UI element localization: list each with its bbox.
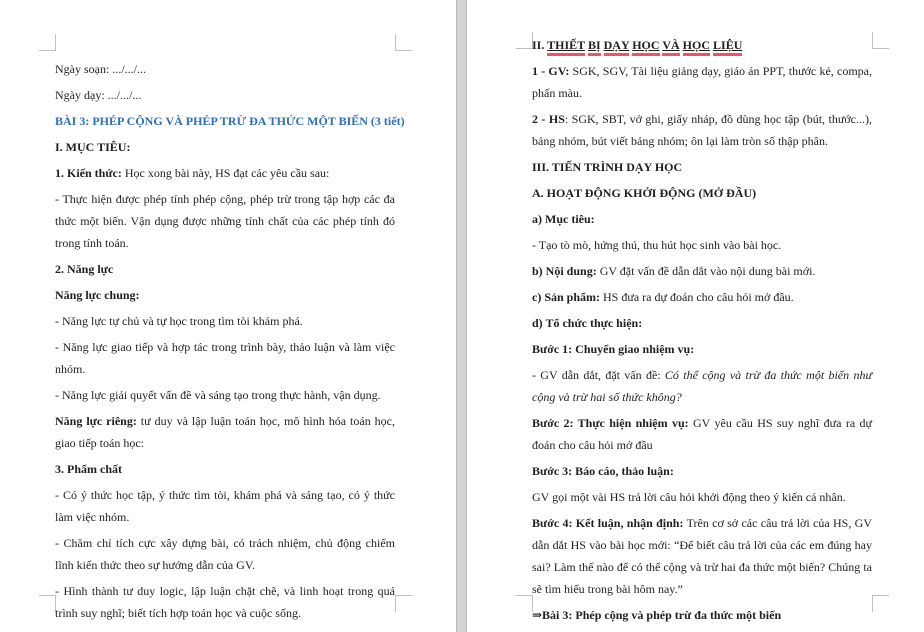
thiet-bi-word: THIẾT	[547, 38, 585, 56]
paragraph-pc1[interactable]: - Có ý thức học tập, ý thức tìm tòi, khám phá và sáng tạo, có ý thức làm việc nhóm.	[55, 488, 395, 524]
thiet-bi-word: HỌC	[683, 38, 710, 56]
thiet-bi-word: HỌC	[632, 38, 659, 56]
page-left-text-area[interactable]	[55, 58, 405, 628]
buoc-4-label: Bước 4: Kết luận, nhận định:	[532, 516, 684, 530]
paragraph-nlc2[interactable]: - Năng lực giao tiếp và hợp tác trong trình bày, thảo luận và làm việc nhóm.	[55, 340, 395, 376]
gv-text: SGK, SGV, Tài liệu giảng dạy, giáo án PPT, thước kẻ, compa, phấn màu.	[532, 64, 872, 100]
hs-label: 2 - HS	[532, 112, 565, 126]
crop-mark-bottom-right	[872, 595, 889, 612]
heading-nang-luc[interactable]: 2. Năng lực	[55, 262, 114, 276]
heading-buoc-3[interactable]: Bước 3: Báo cáo, thảo luận:	[532, 464, 674, 478]
paragraph-nlc3[interactable]: - Năng lực giải quyết vấn đề và sáng tạo trong thực hành, vận dụng.	[55, 388, 381, 402]
paragraph-buoc-2[interactable]	[532, 412, 872, 456]
paragraph-muc-tieu-item[interactable]: - Tạo tò mò, hứng thú, thu hút học sinh vào bài học.	[532, 238, 782, 252]
heading-muc-tieu[interactable]: I. MỤC TIÊU:	[55, 140, 131, 154]
thiet-bi-word: VÀ	[662, 38, 679, 56]
heading-hoat-dong-khoi-dong[interactable]: A. HOẠT ĐỘNG KHỞI ĐỘNG (MỞ ĐẦU)	[532, 186, 757, 200]
san-pham-text: HS đưa ra dự đoán cho câu hỏi mở đầu.	[600, 290, 794, 304]
nang-luc-rieng-label: Năng lực riêng:	[55, 414, 137, 428]
crop-mark-bottom-left	[39, 595, 56, 612]
kien-thuc-text: Học xong bài này, HS đạt các yêu cầu sau:	[121, 166, 330, 180]
paragraph-nang-luc-rieng[interactable]	[55, 410, 395, 454]
paragraph-buoc-4[interactable]	[532, 512, 872, 600]
noi-dung-label: b) Nội dung:	[532, 264, 597, 278]
hs-text: : SGK, SBT, vở ghi, giấy nháp, đồ dùng học tập (bút, thước...), bảng nhóm, bút viết bảng nhóm; ôn lại làm tròn số thập phân.	[532, 112, 872, 148]
heading-buoc-1[interactable]: Bước 1: Chuyển giao nhiệm vụ:	[532, 342, 695, 356]
buoc-2-text: GV yêu cầu HS suy nghĩ đưa ra dự đoán cho câu hỏi mở đầu	[532, 416, 873, 452]
thiet-bi-word: DẠY	[604, 38, 630, 56]
thiet-bi-word: BỊ	[588, 38, 601, 56]
crop-mark-bottom-right	[395, 595, 412, 612]
heading-pham-chat[interactable]: 3. Phẩm chất	[55, 462, 122, 476]
nang-luc-rieng-text: tư duy và lập luận toán học, mô hình hóa toán học, giao tiếp toán học:	[55, 414, 396, 450]
page-right-text-area[interactable]	[532, 34, 872, 630]
lesson-title[interactable]: BÀI 3: PHÉP CỘNG VÀ PHÉP TRỪ ĐA THỨC MỘT BIẾN (3 tiết)	[55, 114, 405, 128]
paragraph-ngay-day[interactable]: Ngày dạy: .../.../...	[55, 88, 142, 102]
paragraph-san-pham[interactable]	[532, 286, 872, 308]
page-right[interactable]	[466, 0, 924, 632]
heading-muc-tieu-a[interactable]: a) Mục tiêu:	[532, 212, 595, 226]
paragraph-pc3[interactable]: - Hình thành tư duy logic, lập luận chặt chẽ, và linh hoạt trong quá trình suy nghĩ; biết tích hợp toán học và cuộc sống.	[55, 584, 395, 620]
paragraph-kt-item[interactable]: - Thực hiện được phép tính phép cộng, phép trừ trong tập hợp các đa thức một biến. Vận dụng được những tính chất của các phép tính đó trong tính toán.	[55, 192, 395, 250]
buoc-4-text: Trên cơ sở các câu trả lời của HS, GV dẫn dắt HS vào bài học mới: “Để biết câu trả lời của các em đúng hay sai? Làm thế nào để có thể cộng và trừ hai đa thức một biến? Chúng ta sẽ tìm hiểu trong bài hôm nay.”	[532, 516, 872, 596]
heading-nang-luc-chung[interactable]: Năng lực chung:	[55, 288, 140, 302]
paragraph-buoc-3[interactable]: GV gọi một vài HS trả lời câu hỏi khởi động theo ý kiến cá nhân.	[532, 490, 846, 504]
buoc-1-question: Có thể cộng và trừ đa thức một biến như cộng và trừ hai số thức không?	[532, 368, 872, 404]
crop-mark-top-left	[516, 32, 533, 49]
crop-mark-top-right	[872, 32, 889, 49]
gv-label: 1 - GV:	[532, 64, 570, 78]
heading-thiet-bi[interactable]	[532, 34, 872, 56]
thiet-bi-prefix: II.	[532, 38, 548, 52]
buoc-2-label: Bước 2: Thực hiện nhiệm vụ:	[532, 416, 689, 430]
crop-mark-bottom-left	[516, 595, 533, 612]
heading-tien-trinh[interactable]: III. TIẾN TRÌNH DẠY HỌC	[532, 160, 683, 174]
noi-dung-text: GV đặt vấn đề dẫn dắt vào nội dung bài mới.	[596, 264, 816, 278]
kien-thuc-label: 1. Kiến thức:	[55, 166, 122, 180]
paragraph-arrow-conclusion[interactable]: ⇒Bài 3: Phép cộng và phép trừ đa thức một biến	[532, 608, 782, 622]
crop-mark-top-right	[395, 34, 412, 51]
heading-to-chuc[interactable]: d) Tổ chức thực hiện:	[532, 316, 643, 330]
paragraph-pc2[interactable]: - Chăm chỉ tích cực xây dựng bài, có trách nhiệm, chủ động chiếm lĩnh kiến thức theo sự hướng dẫn của GV.	[55, 536, 395, 572]
crop-mark-top-left	[39, 34, 56, 51]
page-left[interactable]	[0, 0, 457, 632]
paragraph-kien-thuc[interactable]	[55, 162, 395, 184]
paragraph-ngay-soan[interactable]: Ngày soạn: .../.../...	[55, 62, 146, 76]
paragraph-gv[interactable]	[532, 60, 872, 104]
buoc-1-text: - GV dẫn dắt, đặt vấn đề:	[532, 368, 665, 382]
paragraph-buoc-1[interactable]	[532, 364, 872, 408]
paragraph-nlc1[interactable]: - Năng lực tự chủ và tự học trong tìm tòi khám phá.	[55, 314, 303, 328]
thiet-bi-word: LIỆU	[713, 38, 742, 56]
san-pham-label: c) Sản phẩm:	[532, 290, 601, 304]
paragraph-noi-dung[interactable]	[532, 260, 872, 282]
paragraph-hs[interactable]	[532, 108, 872, 152]
